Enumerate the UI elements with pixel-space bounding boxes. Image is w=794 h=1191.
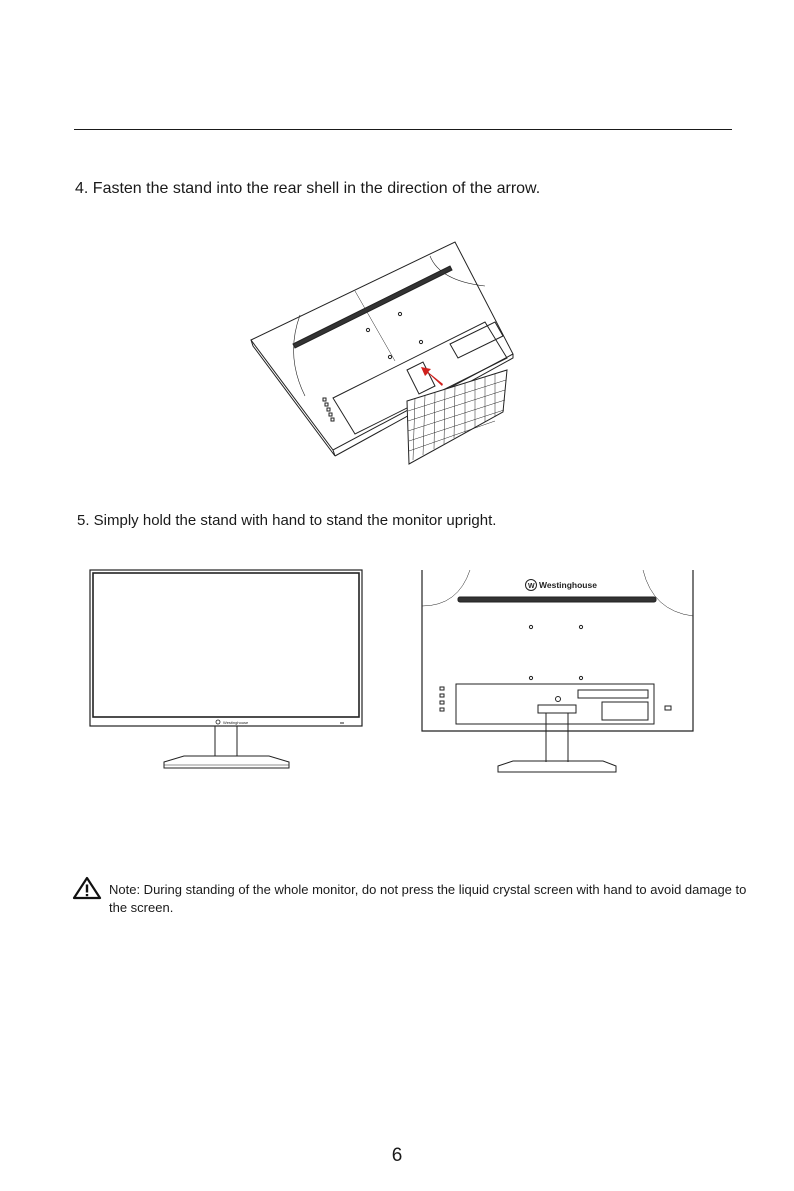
rear-logo-text: Westinghouse <box>539 580 597 590</box>
figure-monitor-rear <box>418 566 698 778</box>
figure-attach-stand <box>245 236 525 468</box>
rear-handle-slot <box>458 597 656 602</box>
control-buttons <box>323 398 334 421</box>
monitor-front-bezel <box>90 570 362 726</box>
step-5-instruction: 5. Simply hold the stand with hand to stand the monitor upright. <box>77 512 497 529</box>
warning-triangle-icon <box>72 876 102 900</box>
monitor-screen <box>93 573 359 717</box>
direction-arrow <box>421 367 443 386</box>
page-number: 6 <box>391 1145 403 1166</box>
figure-monitor-front <box>84 566 368 778</box>
front-logo-text: Westinghouse <box>223 720 249 725</box>
svg-text:W: W <box>528 583 535 590</box>
rear-stand-base <box>498 761 616 772</box>
step-4-instruction: 4. Fasten the stand into the rear shell in the direction of the arrow. <box>75 180 541 197</box>
note-text: Note: During standing of the whole monitor, do not press the liquid crystal screen with hand to avoid damage to the screen. <box>109 882 747 915</box>
handle-slot <box>293 266 452 348</box>
header-rule <box>74 129 732 130</box>
monitor-rear-panel <box>422 570 693 731</box>
rear-control-buttons <box>440 687 444 711</box>
monitor-stand-base <box>164 756 289 768</box>
